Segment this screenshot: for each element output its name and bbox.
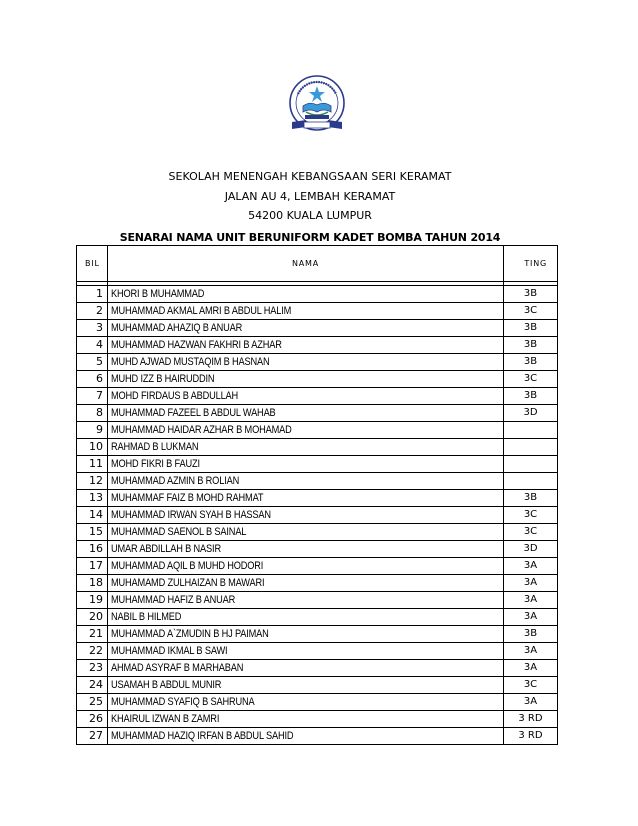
cell-nama: MUHAMMAD HAZWAN FAKHRI B AZHAR xyxy=(111,339,282,351)
cell-ting: 3B xyxy=(504,320,558,337)
cell-ting: 3B xyxy=(504,354,558,371)
cell-nama: MUHAMMAD AHAZIQ B ANUAR xyxy=(111,322,243,334)
cell-nama-container xyxy=(108,524,504,541)
cell-nama-container xyxy=(108,354,504,371)
cell-nama: MUHAMMAD AKMAL AMRI B ABDUL HALIM xyxy=(111,305,292,317)
cell-ting: 3A xyxy=(504,609,558,626)
cell-nama-container xyxy=(108,541,504,558)
cell-nama: USAMAH B ABDUL MUNIR xyxy=(111,679,222,691)
cell-ting: 3B xyxy=(504,626,558,643)
table-header-row xyxy=(77,246,558,282)
cell-ting: 3C xyxy=(504,677,558,694)
cell-nama: MUHAMMAD AQIL B MUHD HODORI xyxy=(111,560,264,572)
table-row xyxy=(77,422,558,439)
table-row xyxy=(77,456,558,473)
cell-nama-container xyxy=(108,694,504,711)
school-name: SEKOLAH MENENGAH KEBANGSAAN SERI KERAMAT xyxy=(168,170,452,183)
cell-nama: UMAR ABDILLAH B NASIR xyxy=(111,543,221,555)
cell-nama: MUHAMMAD AZMIN B ROLIAN xyxy=(111,475,240,487)
table-row xyxy=(77,303,558,320)
cell-nama-container xyxy=(108,558,504,575)
table-row xyxy=(77,405,558,422)
table-row xyxy=(77,626,558,643)
cell-ting: 3 RD xyxy=(504,728,558,745)
cell-bil: 4 xyxy=(77,337,108,354)
cell-nama-container xyxy=(108,456,504,473)
table-row xyxy=(77,592,558,609)
cell-nama: MOHD FIRDAUS B ABDULLAH xyxy=(111,390,239,402)
table-row xyxy=(77,490,558,507)
cell-bil: 20 xyxy=(77,609,108,626)
table-row xyxy=(77,388,558,405)
table-row xyxy=(77,728,558,745)
cell-nama-container xyxy=(108,728,504,745)
cell-bil: 1 xyxy=(77,286,108,303)
cell-nama: AHMAD ASYRAF B MARHABAN xyxy=(111,662,244,674)
cell-ting xyxy=(504,422,558,439)
cell-bil: 27 xyxy=(77,728,108,745)
cell-ting: 3D xyxy=(504,405,558,422)
cell-nama: MUHAMMAD SYAFIQ B SAHRUNA xyxy=(111,696,255,708)
cell-nama-container xyxy=(108,473,504,490)
cell-ting: 3C xyxy=(504,507,558,524)
table-row xyxy=(77,677,558,694)
cell-bil: 9 xyxy=(77,422,108,439)
cell-bil: 5 xyxy=(77,354,108,371)
cell-nama-container xyxy=(108,286,504,303)
cell-bil: 6 xyxy=(77,371,108,388)
cell-nama: MUHD IZZ B HAIRUDDIN xyxy=(111,373,215,385)
cell-bil: 14 xyxy=(77,507,108,524)
cell-nama: MUHAMMAD HAIDAR AZHAR B MOHAMAD xyxy=(111,424,292,436)
cell-bil: 13 xyxy=(77,490,108,507)
cell-ting: 3 RD xyxy=(504,711,558,728)
cell-ting: 3C xyxy=(504,303,558,320)
cell-ting: 3B xyxy=(504,388,558,405)
cell-bil: 3 xyxy=(77,320,108,337)
cell-nama: MUHAMMAF FAIZ B MOHD RAHMAT xyxy=(111,492,264,504)
cell-bil: 21 xyxy=(77,626,108,643)
cell-nama: MUHAMMAD A`ZMUDIN B HJ PAIMAN xyxy=(111,628,269,640)
table-row xyxy=(77,473,558,490)
table-row xyxy=(77,286,558,303)
cell-ting: 3A xyxy=(504,575,558,592)
cell-bil: 25 xyxy=(77,694,108,711)
member-table xyxy=(76,245,558,745)
cell-nama-container xyxy=(108,592,504,609)
table-row xyxy=(77,660,558,677)
column-header-bil: BIL xyxy=(77,246,108,282)
cell-nama-container xyxy=(108,609,504,626)
cell-bil: 22 xyxy=(77,643,108,660)
cell-nama-container xyxy=(108,439,504,456)
cell-ting: 3A xyxy=(504,558,558,575)
cell-nama-container xyxy=(108,388,504,405)
cell-ting: 3B xyxy=(504,286,558,303)
school-logo-icon xyxy=(284,72,350,138)
table-body xyxy=(77,282,558,745)
cell-ting xyxy=(504,439,558,456)
cell-nama: MUHAMMAD HAZIQ IRFAN B ABDUL SAHID xyxy=(111,730,294,742)
cell-nama: NABIL B HILMED xyxy=(111,611,182,623)
address-line-2: 54200 KUALA LUMPUR xyxy=(248,209,372,222)
table-row xyxy=(77,643,558,660)
cell-nama-container xyxy=(108,422,504,439)
cell-nama-container xyxy=(108,371,504,388)
cell-nama: MUHAMAMD ZULHAIZAN B MAWARI xyxy=(111,577,265,589)
table-row xyxy=(77,507,558,524)
table-row xyxy=(77,541,558,558)
column-header-nama: NAMA xyxy=(108,246,504,282)
table-row xyxy=(77,694,558,711)
cell-ting: 3A xyxy=(504,592,558,609)
cell-nama-container xyxy=(108,507,504,524)
cell-nama: MUHAMMAD HAFIZ B ANUAR xyxy=(111,594,236,606)
cell-nama-container xyxy=(108,320,504,337)
cell-bil: 19 xyxy=(77,592,108,609)
column-header-ting: TING xyxy=(504,246,558,282)
cell-bil: 23 xyxy=(77,660,108,677)
cell-nama: RAHMAD B LUKMAN xyxy=(111,441,199,453)
cell-bil: 8 xyxy=(77,405,108,422)
table-row xyxy=(77,711,558,728)
cell-ting: 3C xyxy=(504,524,558,541)
cell-ting: 3B xyxy=(504,490,558,507)
cell-nama: MOHD FIKRI B FAUZI xyxy=(111,458,200,470)
cell-bil: 16 xyxy=(77,541,108,558)
list-title: SENARAI NAMA UNIT BERUNIFORM KADET BOMBA TAHUN 2014 xyxy=(119,231,501,244)
cell-nama: MUHAMMAD IRWAN SYAH B HASSAN xyxy=(111,509,271,521)
cell-nama: MUHAMMAD IKMAL B SAWI xyxy=(111,645,228,657)
cell-nama-container xyxy=(108,405,504,422)
cell-ting: 3A xyxy=(504,643,558,660)
cell-nama: KHORI B MUHAMMAD xyxy=(111,288,205,300)
table-row xyxy=(77,558,558,575)
cell-bil: 2 xyxy=(77,303,108,320)
cell-bil: 18 xyxy=(77,575,108,592)
table-row xyxy=(77,320,558,337)
table-row xyxy=(77,524,558,541)
cell-nama: MUHAMMAD FAZEEL B ABDUL WAHAB xyxy=(111,407,276,419)
cell-ting: 3A xyxy=(504,694,558,711)
cell-nama-container xyxy=(108,626,504,643)
cell-nama: KHAIRUL IZWAN B ZAMRI xyxy=(111,713,220,725)
address-line-1: JALAN AU 4, LEMBAH KERAMAT xyxy=(224,189,396,203)
cell-ting: 3D xyxy=(504,541,558,558)
cell-nama-container xyxy=(108,643,504,660)
cell-ting: 3B xyxy=(504,337,558,354)
cell-bil: 12 xyxy=(77,473,108,490)
cell-ting xyxy=(504,456,558,473)
cell-bil: 26 xyxy=(77,711,108,728)
cell-nama-container xyxy=(108,490,504,507)
cell-ting xyxy=(504,473,558,490)
table-row xyxy=(77,575,558,592)
cell-ting: 3A xyxy=(504,660,558,677)
cell-nama-container xyxy=(108,303,504,320)
cell-nama-container xyxy=(108,575,504,592)
table-row xyxy=(77,354,558,371)
cell-nama-container xyxy=(108,337,504,354)
cell-nama-container xyxy=(108,660,504,677)
cell-bil: 15 xyxy=(77,524,108,541)
cell-bil: 10 xyxy=(77,439,108,456)
table-row xyxy=(77,371,558,388)
cell-nama: MUHD AJWAD MUSTAQIM B HASNAN xyxy=(111,356,270,368)
cell-bil: 11 xyxy=(77,456,108,473)
cell-nama: MUHAMMAD SAENOL B SAINAL xyxy=(111,526,247,538)
cell-bil: 17 xyxy=(77,558,108,575)
table-row xyxy=(77,439,558,456)
table-row xyxy=(77,609,558,626)
school-address xyxy=(0,167,620,226)
table-row xyxy=(77,337,558,354)
cell-nama-container xyxy=(108,711,504,728)
cell-nama-container xyxy=(108,677,504,694)
cell-bil: 7 xyxy=(77,388,108,405)
cell-bil: 24 xyxy=(77,677,108,694)
cell-ting: 3C xyxy=(504,371,558,388)
